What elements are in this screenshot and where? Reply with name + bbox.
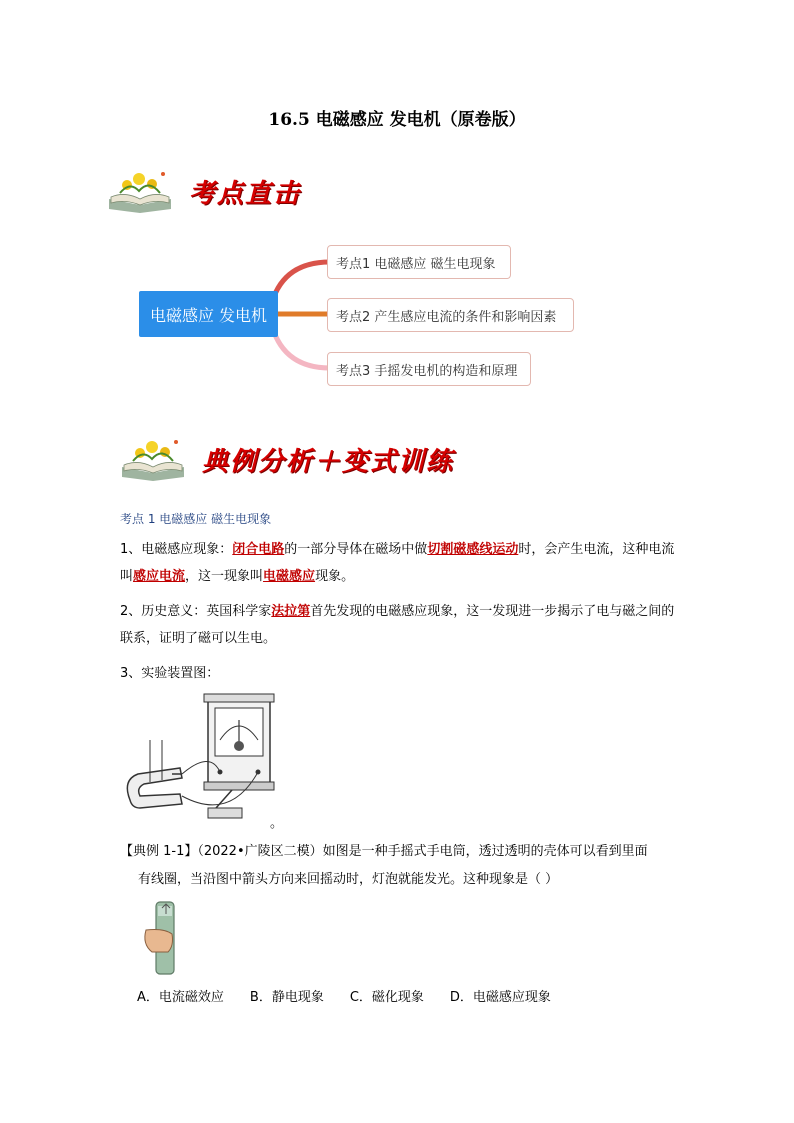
paragraph-1: 1、电磁感应现象：闭合电路的一部分导体在磁场中做切割磁感线运动时，会产生电流，这种电流叫感应电流，这一现象叫电磁感应现象。 — [120, 542, 675, 584]
open-book-flowers-icon — [118, 437, 188, 481]
example-question — [120, 838, 680, 894]
section-heading-2: 典例分析＋变式训练 — [202, 446, 455, 477]
option-b[interactable]: B．静电现象 — [249, 990, 324, 1005]
mindmap-center: 电磁感应 发电机 — [139, 291, 278, 337]
experiment-apparatus-figure — [120, 690, 290, 825]
paragraph-2: 2、历史意义：英国科学家法拉第首先发现的电磁感应现象，这一发现进一步揭示了电与磁之间的联系，证明了磁可以生电。 — [120, 604, 675, 646]
answer-options — [137, 986, 551, 1005]
section-header-2 — [118, 434, 454, 484]
mindmap-branch-3: 考点3 手摇发电机的构造和原理 — [327, 352, 531, 386]
kaodian-1-title: 考点 1 电磁感应 磁生电现象 — [120, 512, 272, 526]
option-a[interactable]: A．电流磁效应 — [137, 990, 224, 1005]
figure-period: 。 — [270, 816, 284, 831]
open-book-flowers-icon — [105, 169, 175, 213]
page-title: 16.5 电磁感应 发电机（原卷版） — [268, 110, 526, 130]
section-header-1 — [105, 166, 301, 216]
mindmap-branch-1: 考点1 电磁感应 磁生电现象 — [327, 245, 511, 279]
mindmap-branch-2: 考点2 产生感应电流的条件和影响因素 — [327, 298, 574, 332]
option-d[interactable]: D．电磁感应现象 — [449, 990, 551, 1005]
example-line-2: 有线圈，当沿图中箭头方向来回摇动时，灯泡就能发光。这种现象是（ ） — [138, 872, 559, 887]
option-c[interactable]: C．磁化现象 — [349, 990, 424, 1005]
section-heading-1: 考点直击 — [189, 178, 302, 209]
hand-crank-flashlight-image — [138, 900, 190, 978]
example-line-1: 【典例 1-1】（2022•广陵区二模）如图是一种手摇式手电筒，透过透明的壳体可以看到里面 — [120, 844, 648, 859]
paragraph-3: 3、实验装置图： — [120, 666, 220, 681]
